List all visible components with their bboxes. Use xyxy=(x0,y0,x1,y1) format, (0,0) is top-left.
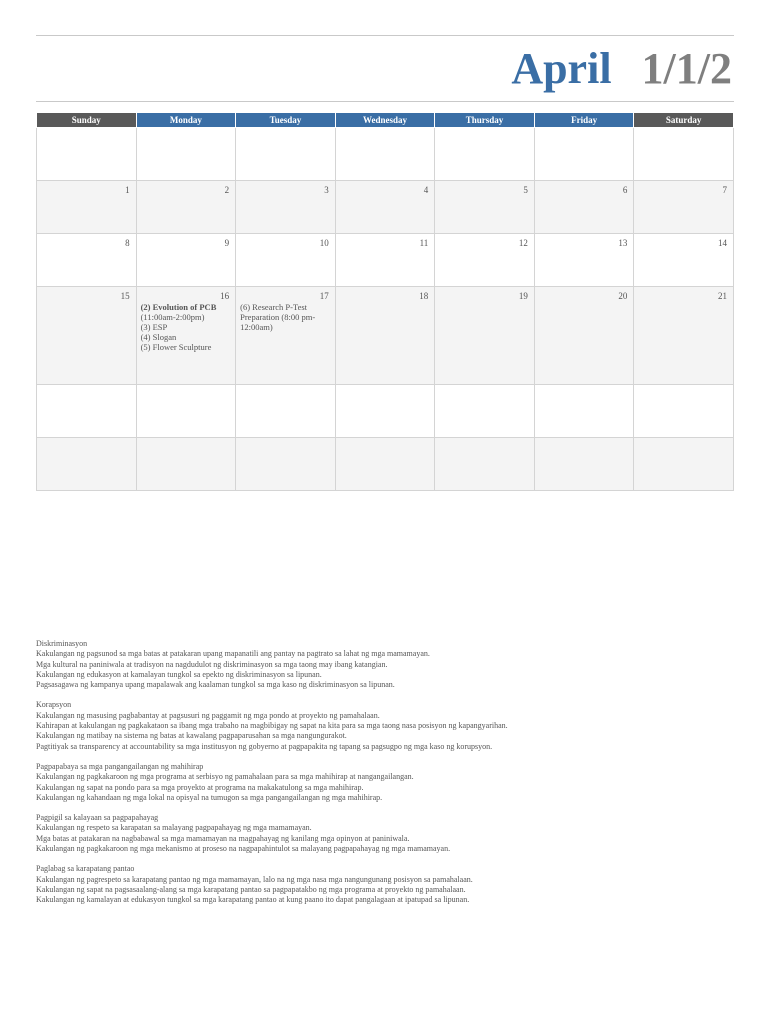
event-list xyxy=(236,301,335,332)
weekday-sunday: Sunday xyxy=(37,113,137,128)
note-line: Kakulangan ng pagkakaroon ng mga mekanismo at proseso na nagpapahintulot sa malayang pagpapahayag ng mga mamamayan. xyxy=(36,844,451,854)
day-number: 5 xyxy=(523,185,528,195)
note-line: Kakulangan ng pagrespeto sa karapatang pantao ng mga mamamayan, lalo na ng mga nasa mga nangungunang posisyon sa pamahalaan. xyxy=(36,874,473,884)
week-row-3 xyxy=(37,287,734,385)
day-cell[interactable] xyxy=(136,128,236,181)
day-number: 21 xyxy=(718,291,727,301)
day-cell[interactable] xyxy=(435,128,535,181)
notes-section xyxy=(36,639,736,916)
day-number: 16 xyxy=(220,291,230,301)
day-cell[interactable] xyxy=(634,181,734,234)
note-heading: Pagpapabaya sa mga pangangailangan ng mahihirap xyxy=(36,761,204,771)
week-row-2 xyxy=(37,234,734,287)
weekday-tuesday: Tuesday xyxy=(236,113,336,128)
day-cell[interactable] xyxy=(534,181,634,234)
day-cell[interactable] xyxy=(335,385,435,438)
year-label: 1/1/2 xyxy=(641,43,732,93)
week-row-4 xyxy=(37,385,734,438)
day-cell[interactable] xyxy=(534,128,634,181)
day-cell[interactable] xyxy=(136,234,236,287)
day-cell[interactable] xyxy=(37,234,137,287)
note-line: Kakulangan ng sapat na pondo para sa mga proyekto at programa na makakatulong sa mga mahihirap. xyxy=(36,782,364,792)
note-line: Kakulangan ng matibay na sistema ng batas at kawalang pagpaparusahan sa mga nangungurakot. xyxy=(36,731,347,741)
day-number: 11 xyxy=(419,238,429,248)
day-number: 15 xyxy=(120,291,130,301)
note-line: Mga batas at patakaran na nagbabawal sa mga mamamayan na magpahayag ng kanilang mga opinyon at paniniwala. xyxy=(36,833,410,843)
note-line: Kakulangan ng sapat na pagsasaalang-alang sa mga karapatang pantao sa pagpapatakbo ng mga programa at proyekto ng pamahalaan. xyxy=(36,884,466,894)
day-number: 4 xyxy=(423,185,429,195)
day-cell[interactable] xyxy=(335,234,435,287)
note-line: Kakulangan ng masusing pagbabantay at pagsusuri ng paggamit ng mga pondo at proyekto ng pamahalaan. xyxy=(36,710,380,720)
day-cell[interactable] xyxy=(335,438,435,491)
day-cell[interactable] xyxy=(37,385,137,438)
day-cell[interactable] xyxy=(335,287,435,385)
note-line: Kahirapan at kakulangan ng pagkakataon sa ibang mga trabaho na magbibigay ng sapat na kita para sa mga taong nasa posisyon ng kapangyarihan. xyxy=(36,721,508,731)
day-cell[interactable] xyxy=(236,385,336,438)
event-item[interactable]: (6) Research P-Test Preparation (8:00 pm-12:00am) xyxy=(240,302,316,332)
day-number: 2 xyxy=(224,185,230,195)
day-number: 9 xyxy=(224,238,230,248)
day-cell[interactable] xyxy=(136,385,236,438)
note-heading: Korapsyon xyxy=(36,700,72,710)
note-line: Kakulangan ng pagkakaroon ng mga programa at serbisyo ng pamahalaan para sa mga mahihirap at nangangailangan. xyxy=(36,772,414,782)
note-line: Mga kultural na paniniwala at tradisyon na nagdudulot ng diskriminasyon sa mga taong may ibang katangian. xyxy=(36,659,388,669)
note-paglabag xyxy=(36,864,736,905)
day-cell[interactable] xyxy=(335,181,435,234)
day-number: 13 xyxy=(618,238,628,248)
note-line: Pagsasagawa ng kampanya upang mapalawak ang kaalaman tungkol sa mga kaso ng diskriminasyon sa lipunan. xyxy=(36,680,395,690)
day-number: 10 xyxy=(319,238,329,248)
note-line: Kakulangan ng respeto sa karapatan sa malayang pagpapahayag ng mga mamamayan. xyxy=(36,823,312,833)
day-number: 19 xyxy=(518,291,528,301)
month-label: April xyxy=(511,43,612,93)
day-number: 12 xyxy=(518,238,528,248)
day-cell[interactable] xyxy=(634,385,734,438)
day-cell[interactable] xyxy=(136,287,236,385)
weekday-saturday: Saturday xyxy=(634,113,734,128)
event-item[interactable]: (4) Slogan xyxy=(140,332,177,342)
day-cell[interactable] xyxy=(435,287,535,385)
event-item[interactable]: (3) ESP xyxy=(140,322,168,332)
day-cell[interactable] xyxy=(37,287,137,385)
day-number: 7 xyxy=(722,185,727,195)
day-cell[interactable] xyxy=(335,128,435,181)
day-cell[interactable] xyxy=(236,234,336,287)
day-cell[interactable] xyxy=(136,181,236,234)
note-korapsyon xyxy=(36,700,736,751)
day-cell[interactable] xyxy=(236,181,336,234)
note-line: Kakulangan ng edukasyon at kamalayan tungkol sa epekto ng diskriminasyon sa lipunan. xyxy=(36,669,322,679)
day-number: 8 xyxy=(125,238,130,248)
day-cell[interactable] xyxy=(236,128,336,181)
note-heading: Pagpigil sa kalayaan sa pagpapahayag xyxy=(36,813,159,823)
day-number: 14 xyxy=(718,238,727,248)
week-row-0 xyxy=(37,128,734,181)
weekday-friday: Friday xyxy=(534,113,634,128)
day-cell[interactable] xyxy=(534,234,634,287)
day-number: 20 xyxy=(618,291,628,301)
note-line: Pagtitiyak sa transparency at accountability sa mga institusyon ng gobyerno at pagpapakita ng tapang sa pagsugpo ng mga kaso ng korupsyon. xyxy=(36,741,493,751)
day-cell[interactable] xyxy=(37,128,137,181)
day-cell[interactable] xyxy=(534,385,634,438)
day-number: 17 xyxy=(319,291,329,301)
week-row-5 xyxy=(37,438,734,491)
day-cell[interactable] xyxy=(634,128,734,181)
note-diskriminasyon xyxy=(36,639,736,690)
event-time: (11:00am-2:00pm) xyxy=(140,312,205,322)
day-cell[interactable] xyxy=(534,438,634,491)
day-cell[interactable] xyxy=(236,287,336,385)
day-number: 3 xyxy=(324,185,329,195)
note-heading: Paglabag sa karapatang pantao xyxy=(36,864,135,874)
weekday-thursday: Thursday xyxy=(435,113,535,128)
note-line: Kakulangan ng kahandaan ng mga lokal na opisyal na tumugon sa mga pangangailangan ng mga mahihirap. xyxy=(36,792,383,802)
note-pagpigil xyxy=(36,813,736,854)
weekday-wednesday: Wednesday xyxy=(335,113,435,128)
event-list xyxy=(137,301,236,352)
note-line: Kakulangan ng kamalayan at edukasyon tungkol sa mga karapatang pantao at kung paano ito dapat pangalagaan at ipatupad sa lipunan. xyxy=(36,895,470,905)
day-cell[interactable] xyxy=(634,287,734,385)
day-number: 18 xyxy=(419,291,429,301)
event-item[interactable]: (2) Evolution of PCB xyxy=(140,302,217,312)
day-cell[interactable] xyxy=(435,181,535,234)
note-line: Kakulangan ng pagsunod sa mga batas at patakaran upang mapanatili ang pantay na pagtrato sa lahat ng mga mamamayan. xyxy=(36,649,430,659)
day-cell[interactable] xyxy=(435,234,535,287)
week-row-1 xyxy=(37,181,734,234)
day-number: 1 xyxy=(125,185,130,195)
day-cell[interactable] xyxy=(37,438,137,491)
day-cell[interactable] xyxy=(136,438,236,491)
bottom-divider xyxy=(36,101,734,102)
day-cell[interactable] xyxy=(236,438,336,491)
weekday-header-row xyxy=(37,113,734,128)
calendar-grid xyxy=(36,112,734,491)
day-cell[interactable] xyxy=(534,287,634,385)
day-cell[interactable] xyxy=(435,385,535,438)
event-item[interactable]: (5) Flower Sculpture xyxy=(140,342,212,352)
day-cell[interactable] xyxy=(37,181,137,234)
day-cell[interactable] xyxy=(634,438,734,491)
calendar-title xyxy=(511,40,732,96)
weekday-monday: Monday xyxy=(136,113,236,128)
note-heading: Diskriminasyon xyxy=(36,639,88,648)
day-cell[interactable] xyxy=(634,234,734,287)
day-cell[interactable] xyxy=(435,438,535,491)
day-number: 6 xyxy=(622,185,628,195)
top-divider xyxy=(36,35,734,36)
note-pagpapabaya xyxy=(36,762,736,803)
